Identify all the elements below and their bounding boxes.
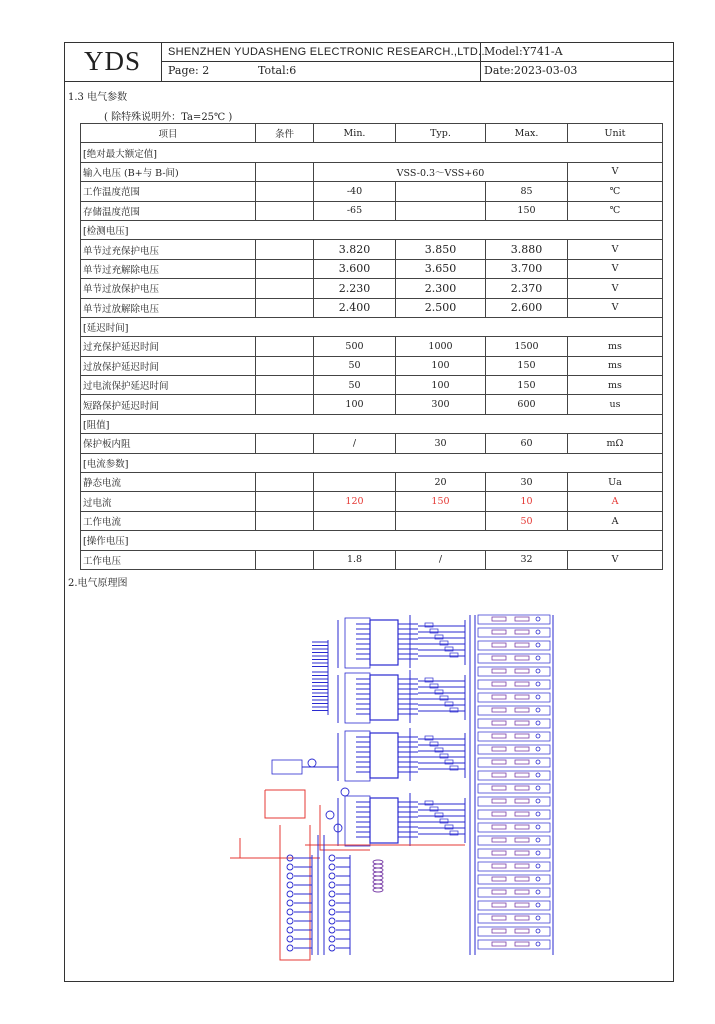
- balance-cell: [478, 927, 550, 936]
- condition-cell: [256, 550, 314, 569]
- balance-cell: [478, 849, 550, 858]
- balance-cell: [478, 680, 550, 689]
- typ-cell: 20: [396, 473, 486, 492]
- mosfet: [329, 936, 335, 942]
- transistor: [308, 759, 316, 767]
- group-label-cell: [延迟时间]: [81, 317, 663, 336]
- table-group-row: [81, 143, 663, 162]
- resistor: [515, 786, 529, 790]
- max-cell: 150: [486, 356, 568, 375]
- header-cell-unit: Unit: [568, 124, 663, 143]
- condition-cell: [256, 162, 314, 181]
- item-cell: 单节过放保护电压: [81, 279, 256, 298]
- table-group-row: [81, 531, 663, 550]
- balance-cell: [478, 784, 550, 793]
- page-total: Total:6: [258, 64, 297, 77]
- mosfet: [329, 873, 335, 879]
- inductor-coil: [373, 880, 383, 884]
- resistor: [515, 630, 529, 634]
- condition-cell: [256, 337, 314, 356]
- unit-cell: ms: [568, 356, 663, 375]
- table-row: [81, 356, 663, 375]
- resistor: [492, 617, 506, 621]
- resistor: [492, 825, 506, 829]
- max-cell: 2.600: [486, 298, 568, 317]
- item-cell: 工作温度范围: [81, 182, 256, 201]
- test-condition-note: ( 除特殊说明外：Ta=25℃ ): [104, 112, 233, 123]
- max-cell: 3.700: [486, 259, 568, 278]
- resistor: [515, 890, 529, 894]
- mosfet: [287, 873, 293, 879]
- ic-chip: [370, 620, 398, 665]
- typ-cell: 150: [396, 492, 486, 511]
- company-logo: YDS: [64, 42, 162, 81]
- max-cell: 600: [486, 395, 568, 414]
- table-row: [81, 182, 663, 201]
- resistor: [515, 721, 529, 725]
- item-cell: 工作电压: [81, 550, 256, 569]
- mosfet: [329, 864, 335, 870]
- mosfet: [287, 882, 293, 888]
- typ-cell: [396, 182, 486, 201]
- resistor: [515, 773, 529, 777]
- max-cell: 3.880: [486, 240, 568, 259]
- group-label-cell: [检测电压]: [81, 220, 663, 239]
- mosfet: [536, 851, 540, 855]
- typ-cell: [396, 511, 486, 530]
- mosfet: [329, 945, 335, 951]
- mosfet: [536, 773, 540, 777]
- mosfet: [329, 909, 335, 915]
- resistor: [515, 903, 529, 907]
- resistor: [515, 799, 529, 803]
- unit-cell: V: [568, 240, 663, 259]
- item-cell: 单节过充保护电压: [81, 240, 256, 259]
- item-cell: 静态电流: [81, 473, 256, 492]
- balance-cell: [478, 719, 550, 728]
- min-cell: 2.400: [314, 298, 396, 317]
- resistor: [492, 721, 506, 725]
- mosfet: [536, 617, 540, 621]
- min-cell: /: [314, 434, 396, 453]
- mosfet: [536, 916, 540, 920]
- balance-cell: [478, 875, 550, 884]
- resistor: [492, 708, 506, 712]
- unit-cell: ms: [568, 337, 663, 356]
- resistor: [492, 682, 506, 686]
- ic-wiring: [345, 731, 370, 781]
- mosfet: [287, 918, 293, 924]
- mosfet: [536, 890, 540, 894]
- resistor: [515, 656, 529, 660]
- resistor: [515, 747, 529, 751]
- unit-cell: V: [568, 550, 663, 569]
- balance-cell: [478, 667, 550, 676]
- condition-cell: [256, 511, 314, 530]
- ic-wiring: [345, 618, 370, 668]
- table-row: [81, 376, 663, 395]
- table-row: [81, 201, 663, 220]
- unit-cell: V: [568, 162, 663, 181]
- resistor: [492, 929, 506, 933]
- mosfet: [536, 942, 540, 946]
- resistor: [492, 669, 506, 673]
- resistor: [515, 877, 529, 881]
- max-cell: 150: [486, 201, 568, 220]
- resistor: [515, 708, 529, 712]
- table-row: [81, 473, 663, 492]
- group-label-cell: [电流参数]: [81, 453, 663, 472]
- group-label-cell: [操作电压]: [81, 531, 663, 550]
- table-group-row: [81, 414, 663, 433]
- mosfet: [536, 825, 540, 829]
- min-cell: 1.8: [314, 550, 396, 569]
- mosfet: [287, 864, 293, 870]
- document-date: Date:2023-03-03: [484, 64, 578, 77]
- mosfet: [536, 630, 540, 634]
- item-cell: 过放保护延迟时间: [81, 356, 256, 375]
- table-group-row: [81, 317, 663, 336]
- inductor-coil: [373, 876, 383, 880]
- condition-cell: [256, 240, 314, 259]
- unit-cell: V: [568, 259, 663, 278]
- condition-cell: [256, 473, 314, 492]
- condition-cell: [256, 376, 314, 395]
- mosfet: [287, 936, 293, 942]
- table-row: [81, 492, 663, 511]
- inductor-coil: [373, 884, 383, 888]
- min-cell: 100: [314, 395, 396, 414]
- mosfet: [536, 903, 540, 907]
- balance-cell: [478, 810, 550, 819]
- resistor: [492, 864, 506, 868]
- mosfet: [536, 682, 540, 686]
- item-cell: 过电流保护延迟时间: [81, 376, 256, 395]
- electrical-parameters-table: [80, 123, 663, 570]
- power-trace: [265, 790, 305, 818]
- unit-cell: V: [568, 298, 663, 317]
- balance-cell: [478, 641, 550, 650]
- balance-cell: [478, 797, 550, 806]
- resistor: [492, 773, 506, 777]
- condition-cell: [256, 279, 314, 298]
- balance-cell: [478, 940, 550, 949]
- resistor: [492, 903, 506, 907]
- resistor: [515, 643, 529, 647]
- table-header-row: [81, 124, 663, 143]
- unit-cell: ℃: [568, 201, 663, 220]
- mosfet: [287, 891, 293, 897]
- mosfet: [536, 799, 540, 803]
- typ-cell: 2.500: [396, 298, 486, 317]
- typ-cell: 100: [396, 376, 486, 395]
- balance-cell: [478, 758, 550, 767]
- min-cell: -40: [314, 182, 396, 201]
- resistor: [515, 617, 529, 621]
- max-cell: 1500: [486, 337, 568, 356]
- item-cell: 存储温度范围: [81, 201, 256, 220]
- typ-cell: [396, 201, 486, 220]
- max-cell: 30: [486, 473, 568, 492]
- mosfet: [329, 891, 335, 897]
- table-row: [81, 395, 663, 414]
- typ-cell: 300: [396, 395, 486, 414]
- mosfet: [329, 918, 335, 924]
- condition-cell: [256, 434, 314, 453]
- mosfet: [536, 708, 540, 712]
- resistor: [492, 916, 506, 920]
- condition-cell: [256, 395, 314, 414]
- item-cell: 输入电压 (B+与 B-间): [81, 162, 256, 181]
- typ-cell: /: [396, 550, 486, 569]
- item-cell: 过充保护延迟时间: [81, 337, 256, 356]
- header-cell-min: Min.: [314, 124, 396, 143]
- header-cell-max: Max.: [486, 124, 568, 143]
- resistor: [515, 916, 529, 920]
- table-row: [81, 337, 663, 356]
- condition-cell: [256, 356, 314, 375]
- balance-cell: [478, 745, 550, 754]
- ic-chip: [370, 675, 398, 720]
- min-cell: 50: [314, 376, 396, 395]
- resistor: [515, 851, 529, 855]
- balance-cell: [478, 615, 550, 624]
- typ-cell: 2.300: [396, 279, 486, 298]
- min-cell: 2.230: [314, 279, 396, 298]
- mosfet: [287, 909, 293, 915]
- table-row: [81, 511, 663, 530]
- balance-cell: [478, 888, 550, 897]
- inductor-coil: [373, 864, 383, 868]
- min-cell: -65: [314, 201, 396, 220]
- balance-cell: [478, 628, 550, 637]
- mosfet: [536, 929, 540, 933]
- balance-cell: [478, 862, 550, 871]
- max-cell: 150: [486, 376, 568, 395]
- unit-cell: Ua: [568, 473, 663, 492]
- balance-cell: [478, 706, 550, 715]
- max-cell: 85: [486, 182, 568, 201]
- resistor: [492, 877, 506, 881]
- mosfet: [287, 945, 293, 951]
- inductor-coil: [373, 888, 383, 892]
- balance-cell: [478, 836, 550, 845]
- resistor: [515, 812, 529, 816]
- min-cell: 500: [314, 337, 396, 356]
- min-cell: 3.600: [314, 259, 396, 278]
- mosfet: [536, 695, 540, 699]
- resistor: [492, 812, 506, 816]
- resistor: [515, 929, 529, 933]
- ic-wiring: [345, 673, 370, 723]
- table-row: [81, 550, 663, 569]
- document-header: [64, 42, 674, 82]
- resistor: [492, 734, 506, 738]
- table-row: [81, 434, 663, 453]
- typ-cell: 3.850: [396, 240, 486, 259]
- value-span-cell: VSS-0.3～VSS+60: [314, 162, 568, 181]
- condition-cell: [256, 492, 314, 511]
- resistor: [515, 695, 529, 699]
- condition-cell: [256, 298, 314, 317]
- inductor-coil: [373, 860, 383, 864]
- item-cell: 短路保护延迟时间: [81, 395, 256, 414]
- header-divider: [162, 61, 674, 62]
- mosfet: [536, 864, 540, 868]
- item-cell: 单节过放解除电压: [81, 298, 256, 317]
- min-cell: 3.820: [314, 240, 396, 259]
- typ-cell: 1000: [396, 337, 486, 356]
- unit-cell: us: [568, 395, 663, 414]
- balance-cell: [478, 693, 550, 702]
- unit-cell: A: [568, 492, 663, 511]
- resistor: [515, 838, 529, 842]
- resistor: [492, 630, 506, 634]
- min-cell: 120: [314, 492, 396, 511]
- resistor: [492, 942, 506, 946]
- condition-cell: [256, 182, 314, 201]
- balance-cell: [478, 901, 550, 910]
- resistor: [515, 669, 529, 673]
- header-cell-condition: 条件: [256, 124, 314, 143]
- inductor-coil: [373, 868, 383, 872]
- item-cell: 单节过充解除电压: [81, 259, 256, 278]
- table-group-row: [81, 220, 663, 239]
- sense-circuit: [272, 760, 302, 774]
- section-title-schematic: 2.电气原理图: [68, 578, 128, 589]
- unit-cell: ms: [568, 376, 663, 395]
- typ-cell: 100: [396, 356, 486, 375]
- max-cell: 60: [486, 434, 568, 453]
- resistor: [492, 786, 506, 790]
- min-cell: [314, 511, 396, 530]
- unit-cell: ℃: [568, 182, 663, 201]
- item-cell: 过电流: [81, 492, 256, 511]
- model-number: Model:Y741-A: [484, 45, 563, 58]
- mosfet: [536, 812, 540, 816]
- resistor: [515, 682, 529, 686]
- header-cell-typ: Typ.: [396, 124, 486, 143]
- item-cell: 工作电流: [81, 511, 256, 530]
- resistor: [492, 695, 506, 699]
- resistor: [515, 942, 529, 946]
- resistor: [492, 851, 506, 855]
- max-cell: 10: [486, 492, 568, 511]
- mosfet: [287, 927, 293, 933]
- mosfet: [536, 877, 540, 881]
- max-cell: 2.370: [486, 279, 568, 298]
- table-row: [81, 162, 663, 181]
- table-group-row: [81, 453, 663, 472]
- resistor: [492, 890, 506, 894]
- circuit-schematic: [220, 600, 560, 970]
- header-cell-item: 项目: [81, 124, 256, 143]
- condition-cell: [256, 259, 314, 278]
- max-cell: 32: [486, 550, 568, 569]
- mosfet: [536, 656, 540, 660]
- resistor: [492, 760, 506, 764]
- max-cell: 50: [486, 511, 568, 530]
- balance-cell: [478, 732, 550, 741]
- mosfet: [536, 643, 540, 647]
- group-label-cell: [阻值]: [81, 414, 663, 433]
- table-row: [81, 298, 663, 317]
- item-cell: 保护板内阻: [81, 434, 256, 453]
- typ-cell: 3.650: [396, 259, 486, 278]
- mosfet: [329, 927, 335, 933]
- resistor: [515, 734, 529, 738]
- typ-cell: 30: [396, 434, 486, 453]
- section-title-electrical-params: 1.3 电气参数: [68, 92, 128, 103]
- balance-cell: [478, 823, 550, 832]
- unit-cell: V: [568, 279, 663, 298]
- resistor: [492, 656, 506, 660]
- mosfet: [536, 669, 540, 673]
- min-cell: 50: [314, 356, 396, 375]
- ic-chip: [370, 733, 398, 778]
- min-cell: [314, 473, 396, 492]
- group-label-cell: [绝对最大额定值]: [81, 143, 663, 162]
- resistor: [515, 864, 529, 868]
- transistor: [326, 811, 334, 819]
- mosfet: [536, 760, 540, 764]
- mosfet: [329, 900, 335, 906]
- transistor: [341, 788, 349, 796]
- resistor: [492, 838, 506, 842]
- table-row: [81, 279, 663, 298]
- company-name: SHENZHEN YUDASHENG ELECTRONIC RESEARCH.,LTD..: [168, 46, 485, 58]
- balance-cell: [478, 654, 550, 663]
- mosfet: [536, 721, 540, 725]
- table-row: [81, 240, 663, 259]
- unit-cell: A: [568, 511, 663, 530]
- resistor: [492, 799, 506, 803]
- mosfet: [329, 855, 335, 861]
- resistor: [492, 643, 506, 647]
- table-row: [81, 259, 663, 278]
- inductor-coil: [373, 872, 383, 876]
- mosfet: [536, 734, 540, 738]
- mosfet: [329, 882, 335, 888]
- page-number: Page: 2: [168, 64, 210, 77]
- mosfet: [536, 838, 540, 842]
- resistor: [492, 747, 506, 751]
- ic-chip: [370, 798, 398, 843]
- balance-cell: [478, 914, 550, 923]
- resistor: [515, 760, 529, 764]
- balance-cell: [478, 771, 550, 780]
- resistor: [515, 825, 529, 829]
- mosfet: [287, 900, 293, 906]
- mosfet: [536, 747, 540, 751]
- condition-cell: [256, 201, 314, 220]
- unit-cell: mΩ: [568, 434, 663, 453]
- ic-wiring: [345, 796, 370, 846]
- mosfet: [536, 786, 540, 790]
